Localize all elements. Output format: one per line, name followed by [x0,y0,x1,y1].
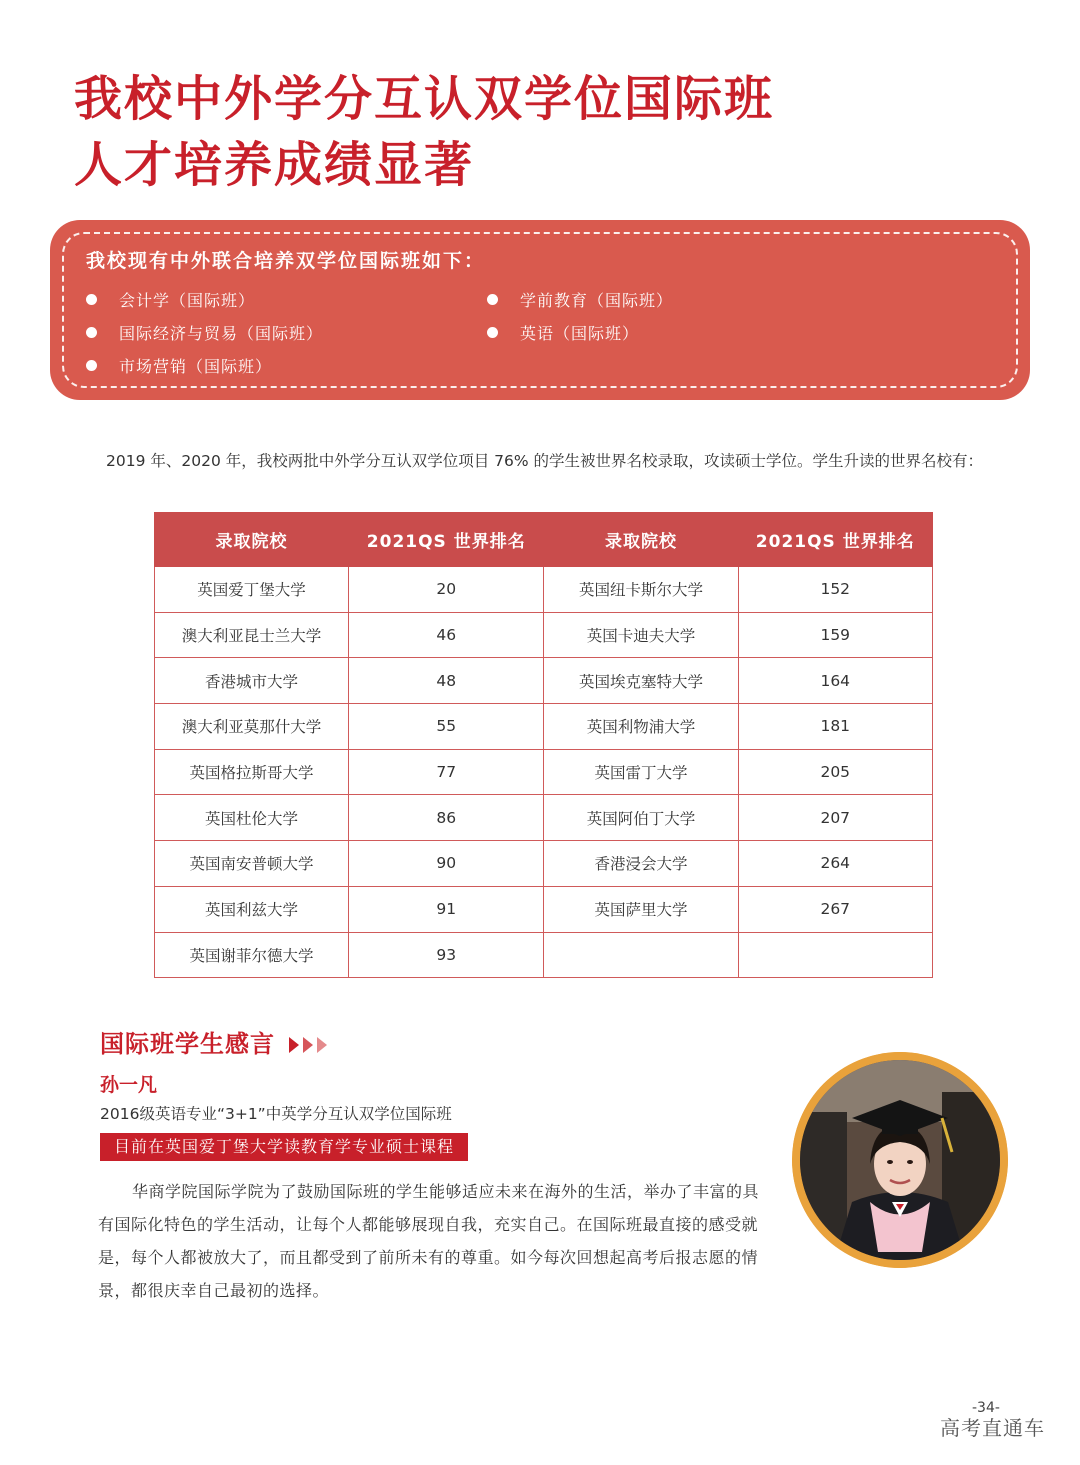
watermark: 高考直通车 [940,1416,1045,1440]
rank-cell: 46 [349,612,544,658]
bullet-icon [86,294,97,305]
table-row [155,886,933,932]
student-major: 2016级英语专业“3+1”中英学分互认双学位国际班 [100,1105,452,1123]
rank-cell: 20 [349,567,544,613]
rank-cell: 205 [738,749,932,795]
header-qs-rank: 2021QS 世界排名 [738,513,932,567]
school-cell: 英国利物浦大学 [544,704,738,750]
program-item [86,321,323,344]
table-row [155,841,933,887]
page-number: -34- [972,1400,1000,1416]
table-row [155,932,933,978]
rank-cell [738,932,932,978]
testimonial-text: 华商学院国际学院为了鼓励国际班的学生能够适应未来在海外的生活，举办了丰富的具有国际化特色的学生活动，让每个人都能够展现自我，充实自己。在国际班最直接的感受就是，每个人都被放大了，而且都受到了前所未有的尊重。如今每次回想起高考后报志愿的情景，都很庆幸自己最初的选择。 [98,1182,760,1300]
header-school: 录取院校 [544,513,738,567]
section-title: 国际班学生感言 [100,1030,275,1058]
title-line-1: 我校中外学分互认双学位国际班 [74,71,775,127]
student-photo [792,1052,1008,1268]
header-qs-rank: 2021QS 世界排名 [349,513,544,567]
rank-cell: 48 [349,658,544,704]
bullet-icon [487,294,498,305]
programs-box [50,220,1030,400]
program-label: 英语（国际班） [520,324,640,343]
rank-cell: 152 [738,567,932,613]
table-row [155,704,933,750]
rank-cell: 164 [738,658,932,704]
school-cell: 英国利兹大学 [155,886,349,932]
section-heading [100,1024,331,1059]
intro-paragraph: 2019 年、2020 年，我校两批中外学分互认双学位项目 76% 的学生被世界名校录取，攻读硕士学位。学生升读的世界名校有： [106,452,984,470]
school-cell: 英国格拉斯哥大学 [155,749,349,795]
page-title [74,66,774,198]
program-item [86,288,255,311]
program-label: 学前教育（国际班） [520,291,674,310]
rank-cell: 267 [738,886,932,932]
table-row [155,612,933,658]
school-cell [544,932,738,978]
bullet-icon [86,360,97,371]
rank-cell: 77 [349,749,544,795]
school-cell: 英国南安普顿大学 [155,841,349,887]
school-cell: 英国埃克塞特大学 [544,658,738,704]
school-cell: 英国卡迪夫大学 [544,612,738,658]
rank-cell: 86 [349,795,544,841]
rank-cell: 264 [738,841,932,887]
bullet-icon [487,327,498,338]
programs-box-title: 我校现有中外联合培养双学位国际班如下： [86,250,486,272]
triple-arrow-icon [289,1035,331,1055]
school-cell: 香港城市大学 [155,658,349,704]
school-cell: 英国纽卡斯尔大学 [544,567,738,613]
rank-cell: 55 [349,704,544,750]
rank-cell: 90 [349,841,544,887]
school-cell: 英国萨里大学 [544,886,738,932]
rank-cell: 181 [738,704,932,750]
school-cell: 英国爱丁堡大学 [155,567,349,613]
rank-cell: 91 [349,886,544,932]
rank-cell: 93 [349,932,544,978]
table-row [155,749,933,795]
table-header-row [155,513,933,567]
school-cell: 英国阿伯丁大学 [544,795,738,841]
school-cell: 香港浸会大学 [544,841,738,887]
table-row [155,567,933,613]
program-label: 会计学（国际班） [119,291,256,310]
rank-cell: 159 [738,612,932,658]
school-cell: 澳大利亚昆士兰大学 [155,612,349,658]
title-line-2: 人才培养成绩显著 [74,137,475,193]
bullet-icon [86,327,97,338]
table-row [155,658,933,704]
rank-cell: 207 [738,795,932,841]
school-cell: 英国谢菲尔德大学 [155,932,349,978]
header-school: 录取院校 [155,513,349,567]
program-item [487,321,639,344]
program-item [86,354,272,377]
program-item [487,288,673,311]
program-label: 国际经济与贸易（国际班） [119,324,324,343]
school-cell: 澳大利亚莫那什大学 [155,704,349,750]
student-name: 孙一凡 [100,1074,158,1096]
school-cell: 英国杜伦大学 [155,795,349,841]
program-label: 市场营销（国际班） [119,357,273,376]
current-study-tag: 目前在英国爱丁堡大学读教育学专业硕士课程 [100,1133,468,1161]
ranking-table [154,512,933,978]
table-row [155,795,933,841]
school-cell: 英国雷丁大学 [544,749,738,795]
